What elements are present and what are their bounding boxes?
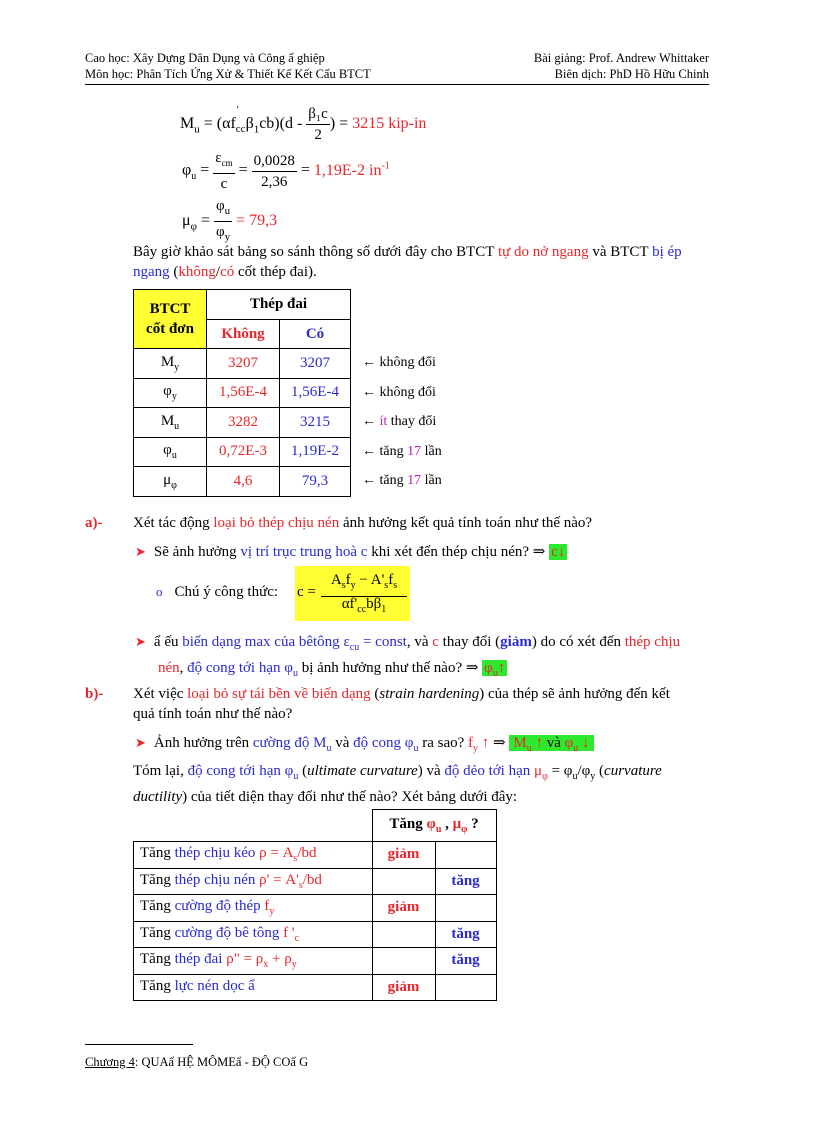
sec-a-b2-8: ) do có xét đến	[531, 634, 625, 650]
table1-corner-1: BTCT	[149, 301, 191, 317]
table1-khong-value: 0,72E-3	[207, 437, 280, 467]
table1-param-sub: φ	[171, 479, 177, 491]
sec-a-b2-answer	[482, 660, 507, 679]
sec-a-b2-9: thép chịu	[624, 634, 681, 650]
phi-f1-num	[213, 148, 234, 174]
table1-co-value: 1,19E-2	[280, 437, 351, 467]
table1-param	[134, 378, 207, 408]
sum-s4: ultimate curvature	[307, 763, 418, 779]
arrow-up-icon: ↑	[497, 660, 506, 676]
phi-eq-3: =	[300, 161, 310, 179]
table2-item	[134, 842, 373, 869]
sum-s10: ) của tiết diện thay đổi như thế nào? Xét bảng dưới đây:	[182, 789, 518, 805]
table2-item	[134, 868, 373, 895]
t2-formula-sub2: y	[291, 959, 297, 971]
sec-b-ans-va: và	[542, 735, 565, 751]
intro-t8: /	[215, 264, 221, 280]
effects-table	[133, 809, 497, 1001]
table1-khong-value: 4,6	[207, 467, 280, 497]
sec-b-q4: strain hardening	[379, 686, 480, 702]
sum-s7: (	[595, 763, 605, 779]
duct-den-text: φ	[215, 224, 225, 240]
sec-a-b2-3: = const	[359, 634, 407, 650]
sec-b-b1-1: Ảnh hưởng trên	[153, 735, 253, 751]
equation-ductility	[182, 196, 277, 247]
phi-f1-num-sub: cm	[221, 158, 233, 168]
equation-mu	[180, 104, 426, 145]
phi-result	[314, 162, 390, 179]
sum-s6-eq2-sub: u	[572, 771, 578, 782]
table1-note	[362, 407, 442, 437]
table1-note-pre: ←	[362, 414, 380, 429]
sec-a-sub-1: Chú ý công thức:	[174, 584, 279, 600]
t2-head-sep: ,	[441, 816, 453, 832]
sec-b-label: b)-	[85, 686, 104, 702]
table2-row	[134, 895, 497, 922]
table1-note-post: lần	[421, 443, 442, 459]
table1-param	[134, 408, 207, 438]
sec-b-q6: quả tính toán như thế nào?	[133, 706, 293, 722]
table1-note	[362, 378, 442, 408]
t2-formula-sub: s	[298, 879, 303, 891]
table2-giam	[372, 948, 435, 975]
phi-sub: u	[191, 170, 197, 182]
sec-a-b1-answer	[549, 544, 567, 560]
intro-t4: bị ép	[652, 244, 682, 260]
table2-giam	[372, 868, 435, 895]
duct-result-eq: =	[236, 212, 246, 230]
table1-param-sub: u	[174, 420, 180, 432]
sum-s9: ductility	[133, 789, 183, 805]
intro-t3: và BTCT	[588, 244, 653, 260]
mu-beta-sub: 1	[253, 123, 260, 136]
sec-a-b2-1: ẩ ếu	[153, 634, 183, 650]
sec-b-b1-5: ra sao?	[418, 735, 469, 751]
table1-note-post: thay đổi	[387, 414, 437, 429]
table1-param-sym: M	[160, 353, 175, 370]
formula-lhs: c =	[297, 584, 316, 600]
table1-body	[134, 349, 351, 497]
phi-f1-den: c	[220, 176, 228, 192]
sum-s6-eq3: /φ	[577, 763, 591, 779]
table1-param-sub: y	[174, 361, 180, 373]
table2-tang	[435, 842, 496, 869]
t2-head-q: ?	[467, 816, 479, 832]
duct-den-sub: y	[224, 231, 231, 243]
phi-fraction-1	[213, 148, 234, 194]
table1-param-sym: φ	[163, 383, 172, 400]
t2-formula-sub: c	[294, 932, 300, 944]
sec-a-b2-12: độ cong tới hạn	[187, 660, 285, 676]
sec-a-b2-7: giảm	[500, 634, 532, 650]
table1-row	[134, 467, 351, 497]
duct-num-text: φ	[215, 198, 225, 214]
sec-a-b2-2: biến dạng max của bêtông	[182, 634, 344, 650]
header-left-2: Môn học: Phân Tích Ứng Xử & Thiết Kế Kết Cấu BTCT	[85, 67, 371, 81]
sec-a-bullet-1	[135, 542, 567, 562]
sec-a-b2-10: nén	[158, 660, 180, 676]
table1-khong-value: 1,56E-4	[207, 378, 280, 408]
table1-co-value: 3215	[280, 408, 351, 438]
t2-pre: Tăng	[140, 951, 175, 968]
table1-row	[134, 349, 351, 379]
header-left-1: Cao học: Xây Dựng Dân Dụng và Công ẩ ghiệp	[85, 51, 325, 65]
phi-fraction-2	[252, 151, 297, 192]
table1-col-co: Có	[280, 320, 351, 349]
table1-param-sym: M	[160, 412, 175, 429]
table2-head	[372, 810, 496, 842]
t2-formula-post: /bd	[302, 871, 322, 888]
t2-pre: Tăng	[140, 898, 175, 915]
table1-param-sub: u	[171, 450, 177, 462]
footer-chapter: Chương 4	[85, 1055, 135, 1069]
table1-corner	[134, 290, 207, 349]
table1-note	[362, 466, 442, 496]
duct-result: 79,3	[249, 212, 278, 230]
table1-param-sym: μ	[163, 471, 172, 488]
t2-head-phi-sub: u	[435, 824, 442, 835]
sec-a-b1-3: khi xét đến thép chịu nén? ⇒	[367, 544, 550, 560]
footer-title: : QUAẩ HỆ MÔMEẩ - ĐỘ COẩ G	[134, 1055, 309, 1069]
phi-eq-1: =	[200, 161, 210, 179]
arrow-down-icon-2: ↓	[582, 735, 590, 751]
table1-note-num: 17	[407, 443, 422, 459]
arrow-up-icon-3: ↑	[535, 735, 543, 751]
t2-formula-sub: x	[263, 959, 269, 971]
table1-corner-2: cốt đơn	[146, 321, 194, 337]
formula-den: $\alpha f'_{cc}b\beta_1$	[341, 596, 387, 615]
sec-b-question	[133, 684, 723, 724]
table2-tang	[435, 974, 496, 1001]
sec-b-q1: Xét việc	[133, 686, 188, 702]
summary-paragraph	[133, 761, 723, 807]
t2-formula: ρ = A	[259, 845, 294, 862]
table2-item	[134, 974, 373, 1001]
table1-note	[362, 437, 442, 467]
sec-a-b2-eps-sub: cu	[349, 642, 360, 653]
t2-pre: Tăng	[140, 845, 175, 862]
intro-t1: Bây giờ khảo sát bảng so sánh thông số dưới đây cho BTCT	[133, 244, 498, 260]
phi-f2-num: 0,0028	[252, 151, 297, 172]
table2-giam: giảm	[372, 842, 435, 869]
t2-head-phi: φ	[426, 816, 436, 832]
t2-item: thép đai	[174, 951, 227, 968]
sec-a-b2-6: thay đổi (	[438, 634, 501, 650]
sec-a-b1-1: Sẽ ảnh hưởng	[153, 544, 241, 560]
sum-s8: curvature	[604, 763, 662, 779]
table1-khong-value: 3207	[207, 349, 280, 379]
table1-note-pre: ← không đổi	[362, 355, 436, 370]
sec-b-ans-m-sub: u	[526, 743, 532, 754]
header-rule	[85, 84, 709, 85]
t2-head-1: Tăng	[389, 816, 427, 832]
table1-note-pre: ← tăng	[362, 443, 408, 459]
t2-item: cường độ bê tông	[174, 924, 284, 941]
intro-t6: (	[169, 264, 179, 280]
table2-tang: tăng	[435, 868, 496, 895]
intro-t2: tự do nở ngang	[497, 244, 589, 260]
mu-sub: u	[194, 123, 200, 136]
table1-co-value: 3207	[280, 349, 351, 379]
sec-b-b1-fy-sub: y	[473, 743, 479, 754]
bullet-triangle-icon-3: ➤	[135, 735, 146, 750]
duct-eq: =	[200, 212, 210, 230]
table1-co-value: 79,3	[280, 467, 351, 497]
sec-b-bullet-1	[135, 733, 594, 759]
intro-t5: ngang	[133, 264, 170, 280]
table1-group-head: Thép đai	[207, 290, 351, 320]
table2-item	[134, 921, 373, 948]
sec-a-b2-phi: φ	[284, 660, 293, 676]
mu-beta: β	[245, 115, 254, 133]
duct-lhs: μ	[182, 212, 191, 230]
sec-a-q3: ảnh hưởng kết quả tính toán như thế nào?	[339, 515, 593, 531]
mu-close: ) =	[329, 115, 349, 133]
sec-a-bullet-2	[135, 632, 725, 684]
phi-result-text: 1,19E-2 in	[313, 161, 382, 179]
sec-a-b2-phi-sub: u	[292, 668, 298, 679]
arrow-down-icon: ↓	[557, 544, 566, 560]
sum-s2-phi-sub: u	[293, 771, 299, 782]
sec-a-b2-eps: ε	[343, 634, 350, 650]
table2-tang	[435, 895, 496, 922]
t2-formula: f '	[283, 924, 295, 941]
table1-note-pre: ← không đổi	[362, 384, 436, 400]
t2-formula-post: /bd	[297, 845, 317, 862]
sec-a-b1-2: vị trí trục trung hoà c	[240, 544, 368, 560]
sec-b-ans-m: M	[513, 735, 527, 751]
sum-s2: độ cong tới hạn	[187, 763, 285, 779]
sec-b-b1-phi-sub: u	[413, 743, 419, 754]
t2-item: thép chịu kéo	[174, 845, 260, 862]
table1-param	[134, 349, 207, 379]
sum-s1: Tóm lại,	[133, 763, 188, 779]
table2-row	[134, 948, 497, 975]
sec-a-label: a)-	[85, 515, 103, 531]
table2-giam: giảm	[372, 974, 435, 1001]
table2-item	[134, 948, 373, 975]
phi-lhs: φ	[182, 161, 192, 179]
header-right-1: Bài giảng: Prof. Andrew Whittaker	[533, 51, 709, 65]
table2-row	[134, 842, 497, 869]
intro-t7: không	[178, 264, 216, 280]
mu-body: = (αf	[203, 115, 236, 133]
sum-s2-phi: φ	[284, 763, 294, 779]
table2-row	[134, 974, 497, 1001]
bullet-circle-icon: o	[156, 584, 163, 599]
sec-b-q3: (	[370, 686, 380, 702]
sec-a-b1-ans-text: c	[551, 544, 558, 560]
sec-a-q1: Xét tác động	[133, 515, 214, 531]
table1-row	[134, 437, 351, 467]
sec-b-b1-2-sub: u	[326, 743, 332, 754]
table2-giam	[372, 921, 435, 948]
t2-head-mu: μ	[452, 816, 462, 832]
t2-item: lực nén dọc ẩ	[174, 977, 255, 994]
table1-param-sub: y	[171, 391, 177, 403]
sec-b-b1-4: độ cong	[353, 735, 405, 751]
table1-note-num: ít	[379, 414, 388, 429]
comparison-table	[133, 289, 351, 497]
sec-b-ans-phi-sub: u	[573, 743, 579, 754]
sec-b-q5: ) của thép sẽ ảnh hưởng đến kết	[479, 686, 670, 702]
mu-result: 3215 kip-in	[352, 115, 427, 133]
table2-tang: tăng	[435, 921, 496, 948]
table1-param-sym: φ	[163, 442, 172, 459]
sec-b-ans-phi: φ	[564, 735, 574, 751]
table1-notes	[362, 348, 442, 496]
table1-note-post: lần	[421, 473, 442, 488]
sum-s6: độ dẻo tới hạn	[444, 763, 535, 779]
phi-f2-den: 2,36	[261, 173, 288, 190]
sec-a-b2-5: c	[432, 634, 439, 650]
arrow-up-icon-2: ↑	[481, 735, 490, 751]
t2-pre: Tăng	[140, 871, 175, 888]
table1-khong-value: 3282	[207, 408, 280, 438]
table1-note-num: 17	[407, 473, 422, 488]
sum-s3: (	[298, 763, 308, 779]
footer-rule	[85, 1044, 193, 1045]
bullet-triangle-icon: ➤	[135, 544, 146, 559]
intro-paragraph	[133, 242, 723, 282]
t2-formula-sub: y	[269, 906, 275, 918]
sum-s6-eq3-sub: y	[590, 771, 596, 782]
table2-row	[134, 921, 497, 948]
sum-s6-eq: μ	[534, 763, 543, 779]
sec-b-b1-phi: φ	[404, 735, 414, 751]
sec-b-b1-3: và	[331, 735, 354, 751]
sec-a-b2-4: , và	[406, 634, 433, 650]
phi-eq-2: =	[238, 161, 248, 179]
table2-row	[134, 868, 497, 895]
table1-param	[134, 467, 207, 497]
sec-a-b2-11: ,	[179, 660, 188, 676]
mu-frac-den: 2	[314, 127, 322, 143]
sec-a-b2-ans-sub: u	[492, 668, 498, 679]
footer	[85, 1055, 308, 1070]
table2-item	[134, 895, 373, 922]
t2-formula-post: + ρ	[268, 951, 292, 968]
t2-formula-sub: s	[293, 853, 298, 865]
arrow-right-double-icon: ⇒	[493, 735, 506, 751]
table1-row	[134, 408, 351, 438]
header-right-2: Biên dịch: PhD Hồ Hữu Chinh	[554, 67, 709, 81]
table2-tang: tăng	[435, 948, 496, 975]
phi-f1-num-text: ε	[215, 150, 222, 166]
table2-body	[134, 842, 497, 1001]
sec-a-q2: loại bỏ thép chịu nén	[213, 515, 340, 531]
sec-b-q2: loại bỏ sự tái bền về biến dạng	[187, 686, 371, 702]
table1-col-khong: Không	[207, 320, 280, 349]
duct-num-sub: u	[224, 205, 231, 217]
intro-t10: cốt thép đai).	[234, 264, 317, 280]
table2-head-blank	[134, 810, 373, 842]
mu-lhs: M	[180, 115, 195, 133]
t2-formula: ρ' = A'	[259, 871, 299, 888]
equation-phi-u	[182, 148, 390, 194]
intro-t9: có	[220, 264, 235, 280]
table1-co-value: 1,56E-4	[280, 378, 351, 408]
sum-s6-eq-sub: φ	[542, 771, 548, 782]
formula-num: $A_sf_y - A'_sf_s$	[321, 570, 407, 597]
table1-param	[134, 437, 207, 467]
mu-frac-num: β₁c	[306, 104, 330, 125]
sec-b-b1-fy: f	[468, 735, 474, 751]
table2-giam: giảm	[372, 895, 435, 922]
sum-s5: ) và	[417, 763, 445, 779]
formula-box	[295, 566, 410, 621]
sec-a-b2-13: bị ảnh hưởng như thế nào? ⇒	[297, 660, 483, 676]
mu-fraction	[306, 104, 330, 145]
t2-item: thép chịu nén	[174, 871, 260, 888]
sec-a-sub-bullet	[156, 582, 278, 602]
t2-pre: Tăng	[140, 977, 175, 994]
duct-fraction	[214, 196, 232, 247]
table1-note-pre: ← tăng	[362, 473, 408, 488]
t2-formula: ρ" = ρ	[226, 951, 264, 968]
duct-sub: φ	[190, 220, 197, 233]
bullet-triangle-icon-2: ➤	[135, 634, 146, 649]
mu-sup: '	[236, 104, 239, 117]
t2-formula: f	[264, 898, 270, 915]
sec-b-b1-answer	[509, 735, 593, 754]
sec-a-question	[133, 513, 592, 533]
t2-head-mu-sub: φ	[461, 824, 468, 835]
t2-pre: Tăng	[140, 924, 175, 941]
sec-a-b2-ans-text: φ	[484, 660, 493, 676]
duct-num	[214, 196, 232, 222]
sec-b-b1-2: cường độ M	[252, 735, 327, 751]
mu-cc: cc	[235, 123, 246, 136]
table1-row	[134, 378, 351, 408]
sum-s6-eq2: = φ	[547, 763, 573, 779]
table1-note	[362, 348, 442, 378]
phi-result-sup: -1	[381, 160, 390, 172]
mu-cb: cb)(d -	[259, 115, 303, 133]
t2-item: cường độ thép	[174, 898, 265, 915]
